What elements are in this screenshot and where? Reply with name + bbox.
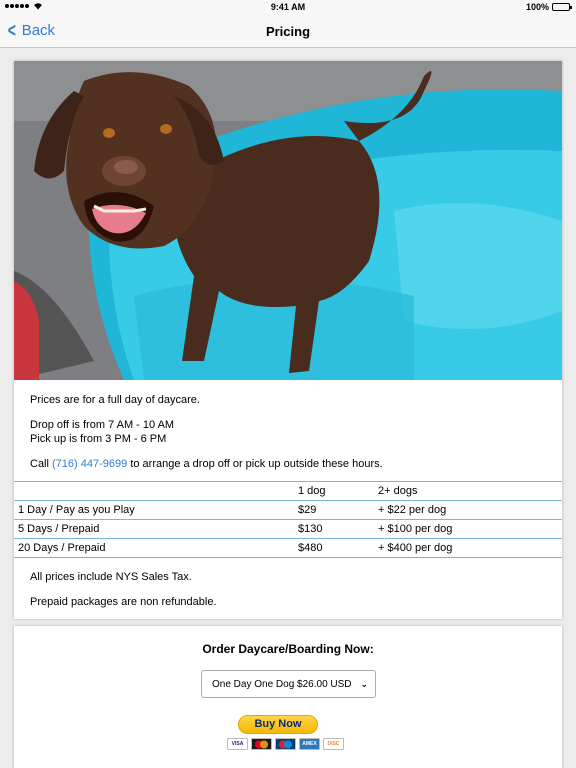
discover-logo: DISC [323, 738, 344, 750]
tax-note: All prices include NYS Sales Tax. [30, 571, 192, 583]
price-table [14, 481, 562, 558]
page-title: Pricing [265, 24, 311, 39]
table-header: 1 dog [294, 482, 374, 501]
table-row [14, 539, 562, 558]
amex-logo: AMEX [299, 738, 320, 750]
call-prefix: Call [30, 458, 49, 470]
mastercard-logo [251, 738, 272, 750]
table-row [14, 501, 562, 520]
pricing-notes [14, 558, 562, 609]
table-cell: $29 [294, 501, 374, 520]
visa-logo: VISA [227, 738, 248, 750]
back-label: Back [21, 22, 56, 39]
table-cell: 1 Day / Pay as you Play [14, 501, 294, 520]
phone-link[interactable]: (716) 447-9699 [52, 458, 128, 470]
status-bar [0, 0, 576, 14]
battery-icon [552, 3, 570, 11]
battery-indicator [526, 2, 570, 12]
order-card [14, 626, 562, 768]
table-cell: + $100 per dog [374, 520, 562, 539]
maestro-circles-icon [278, 740, 293, 749]
pricing-card [14, 61, 562, 619]
table-row [14, 520, 562, 539]
table-cell: + $22 per dog [374, 501, 562, 520]
table-cell: + $400 per dog [374, 539, 562, 558]
payment-logos [227, 738, 344, 750]
status-time: 9:41 AM [270, 2, 306, 12]
call-note [30, 457, 546, 471]
battery-label: 100% [525, 2, 549, 12]
table-cell: $480 [294, 539, 374, 558]
table-header [14, 482, 294, 501]
call-suffix: to arrange a drop off or pick up outside these hours. [130, 458, 383, 470]
pickup-hours: Pick up is from 3 PM - 6 PM [30, 433, 167, 445]
chevron-left-icon: < [7, 19, 16, 42]
selected-package: One Day One Dog $26.00 USD [212, 678, 352, 690]
daycare-note: Prices are for a full day of daycare. [30, 394, 200, 406]
order-title: Order Daycare/Boarding Now: [202, 642, 374, 656]
refund-note: Prepaid packages are non refundable. [30, 596, 217, 608]
buy-now-button[interactable]: Buy Now [238, 715, 318, 734]
table-header-row [14, 482, 562, 501]
mastercard-circles-icon [254, 740, 269, 749]
table-cell: 5 Days / Prepaid [14, 520, 294, 539]
package-select[interactable] [201, 670, 376, 698]
maestro-logo [275, 738, 296, 750]
table-header: 2+ dogs [374, 482, 562, 501]
table-cell: $130 [294, 520, 374, 539]
navigation-bar [0, 14, 576, 48]
hours-info [14, 380, 562, 471]
dropoff-hours: Drop off is from 7 AM - 10 AM [30, 419, 175, 431]
table-cell: 20 Days / Prepaid [14, 539, 294, 558]
chevron-down-icon: ⌄ [360, 679, 368, 689]
dog-in-pool-photo [14, 61, 562, 380]
